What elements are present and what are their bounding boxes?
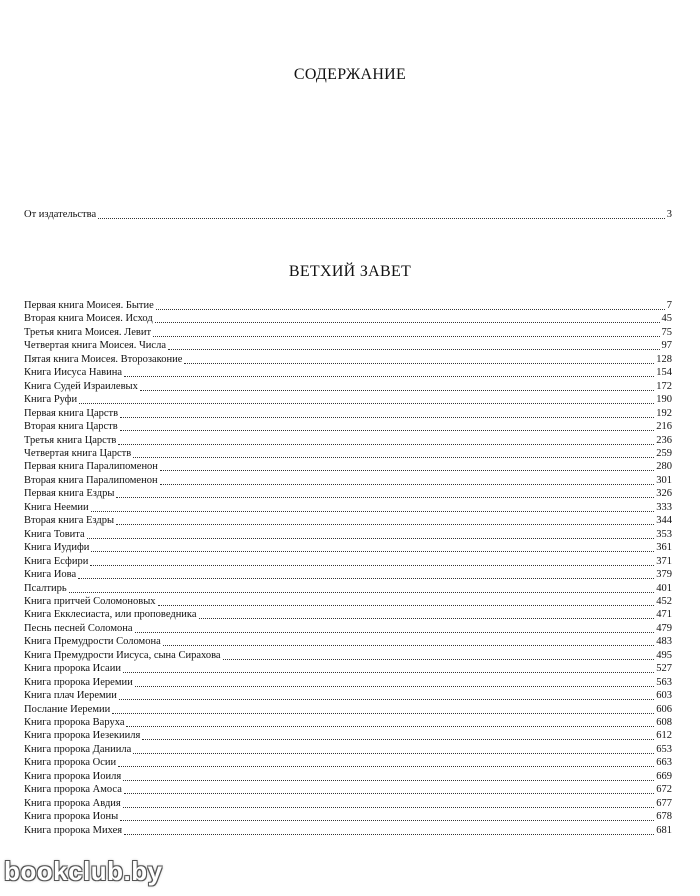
dot-leader <box>118 766 654 767</box>
dot-leader <box>140 390 654 391</box>
toc-entry-page: 259 <box>656 447 672 459</box>
toc-entry[interactable] <box>24 690 672 702</box>
toc-entry-page: 606 <box>656 703 672 715</box>
toc-entry-title: Первая книга Царств <box>24 407 119 419</box>
toc-entry[interactable] <box>24 771 672 783</box>
toc-entry-page: 663 <box>656 757 672 769</box>
toc-entry-title: Книга Премудрости Иисуса, сына Сирахова <box>24 649 221 661</box>
toc-entry[interactable] <box>24 515 672 527</box>
toc-entry[interactable] <box>24 609 672 621</box>
toc-entry[interactable] <box>24 596 672 608</box>
toc-entry-page: 672 <box>656 784 672 796</box>
toc-entry-page: 97 <box>661 340 672 352</box>
section-title: ВЕТХИЙ ЗАВЕТ <box>288 263 412 280</box>
toc-entry-page: 192 <box>656 407 672 419</box>
toc-entry[interactable] <box>24 717 672 729</box>
dot-leader <box>168 349 660 350</box>
toc-entry-page: 333 <box>656 501 672 513</box>
dot-leader <box>120 430 655 431</box>
toc-entry[interactable] <box>24 381 672 393</box>
dot-leader <box>87 538 655 539</box>
toc-entry[interactable] <box>24 623 672 635</box>
toc-entry-title: Книга пророка Ионы <box>24 811 119 823</box>
toc-entry[interactable] <box>24 583 672 595</box>
toc-entry[interactable] <box>24 367 672 379</box>
dot-leader <box>118 444 654 445</box>
toc-entry[interactable] <box>24 757 672 769</box>
toc-entry-page: 236 <box>656 434 672 446</box>
toc-entry[interactable] <box>24 327 672 339</box>
toc-entry-page: 361 <box>656 542 672 554</box>
toc-entry-page: 190 <box>656 394 672 406</box>
dot-leader <box>155 322 660 323</box>
dot-leader <box>142 739 654 740</box>
toc-entry-page: 603 <box>656 690 672 701</box>
toc-entry-title: Вторая книга Царств <box>24 421 118 433</box>
toc-entry[interactable] <box>24 798 672 810</box>
dot-leader <box>126 726 654 727</box>
toc-entry-title: Первая книга Ездры <box>24 488 115 500</box>
dot-leader <box>135 632 655 633</box>
toc-entry-page: 128 <box>656 353 672 365</box>
toc-entry[interactable] <box>24 475 672 487</box>
toc-entry-page: 172 <box>656 380 672 392</box>
dot-leader <box>123 672 654 673</box>
toc-entry-page: 678 <box>656 811 672 823</box>
toc-entry[interactable] <box>24 313 672 325</box>
toc-entry-page: 379 <box>656 569 672 580</box>
toc-entry-title: Послание Иеремии <box>24 703 111 715</box>
dot-leader <box>163 645 655 646</box>
toc-entry[interactable] <box>24 677 672 689</box>
dot-leader <box>119 699 654 700</box>
toc-entry-page: 681 <box>656 824 672 836</box>
toc-entry-title: Книга плач Иеремии <box>24 690 117 701</box>
toc-entry[interactable] <box>24 704 672 716</box>
toc-entry-page: 527 <box>656 663 672 675</box>
toc-entry[interactable] <box>24 502 672 514</box>
dot-leader <box>160 484 655 485</box>
toc-entry-page: 452 <box>656 595 672 607</box>
toc-entry[interactable] <box>24 784 672 796</box>
page-title: СОДЕРЖАНИЕ <box>293 66 407 83</box>
dot-leader <box>158 605 655 606</box>
toc-entry-page: 353 <box>656 528 672 540</box>
toc-entry[interactable] <box>24 825 672 837</box>
toc-entry-title: Книга пророка Иеремии <box>24 676 133 688</box>
toc-entry[interactable] <box>24 569 672 581</box>
toc-entry-title: Книга пророка Исаии <box>24 663 121 675</box>
toc-entry-title: Вторая книга Моисея. Исход <box>24 313 153 325</box>
toc-entry[interactable] <box>24 394 672 406</box>
toc-entry-title: Книга пророка Даниила <box>24 743 132 755</box>
toc-entry-title: Песнь песней Соломона <box>24 622 133 634</box>
toc-entry-title: Книга Судей Израилевых <box>24 380 138 392</box>
toc-entry-page: 326 <box>656 488 672 500</box>
toc-entry-page: 154 <box>656 367 672 379</box>
toc-entry-page: 479 <box>656 622 672 634</box>
toc-entry-title: Пятая книга Моисея. Второзаконие <box>24 353 183 365</box>
toc-entry-page: 495 <box>656 649 672 661</box>
toc-entry[interactable] <box>24 529 672 541</box>
toc-entry[interactable] <box>24 448 672 460</box>
toc-entry-title: Книга пророка Авдия <box>24 797 121 809</box>
toc-entry[interactable] <box>24 556 672 568</box>
dot-leader <box>124 793 654 794</box>
dot-leader <box>69 592 655 593</box>
toc-entry-title: Книга Руфи <box>24 394 78 406</box>
toc-entry[interactable] <box>24 421 672 433</box>
toc-entry[interactable] <box>24 340 672 352</box>
toc-entry-title: Четвертая книга Моисея. Числа <box>24 340 166 352</box>
toc-entry[interactable] <box>24 730 672 742</box>
dot-leader <box>116 497 654 498</box>
dot-leader <box>79 403 654 404</box>
toc-entry-title: Книга Неемии <box>24 501 89 513</box>
toc-entry-title: Вторая книга Паралипоменон <box>24 474 158 486</box>
toc-entry-title: Книга пророка Варуха <box>24 717 125 728</box>
toc-entry-page: 3 <box>666 209 672 220</box>
toc-entry-title: Книга Иова <box>24 569 77 580</box>
toc-entry-page: 608 <box>656 717 672 728</box>
toc-entry[interactable] <box>24 650 672 662</box>
toc-entry-title: Третья книга Царств <box>24 434 117 446</box>
toc-entry-page: 280 <box>656 461 672 473</box>
toc-entry[interactable] <box>24 811 672 823</box>
toc-entry-page: 45 <box>661 313 672 325</box>
toc-entry-page: 301 <box>656 474 672 486</box>
dot-leader <box>91 551 654 552</box>
toc-entry-title: От издательства <box>24 209 97 220</box>
dot-leader <box>199 618 655 619</box>
toc-entry-title: Книга притчей Соломоновых <box>24 595 156 607</box>
watermark: bookclub.by <box>4 856 163 886</box>
dot-leader <box>156 309 665 310</box>
toc-entry-title: Первая книга Моисея. Бытие <box>24 300 154 311</box>
toc-entry-title: Книга Екклесиаста, или проповедника <box>24 609 197 621</box>
toc-entry-title: Книга пророка Иезекииля <box>24 730 141 742</box>
dot-leader <box>90 565 654 566</box>
dot-leader <box>133 753 654 754</box>
toc-entry-title: Книга пророка Амоса <box>24 784 122 796</box>
dot-leader <box>123 780 654 781</box>
dot-leader <box>120 417 654 418</box>
toc-entry-page: 216 <box>656 421 672 433</box>
toc-entry[interactable] <box>24 300 672 312</box>
toc-entry-title: Книга Товита <box>24 528 85 540</box>
toc-entry-title: Четвертая книга Царств <box>24 447 132 459</box>
toc-entry-title: Книга пророка Иоиля <box>24 770 122 782</box>
toc-entry-title: Вторая книга Ездры <box>24 515 115 527</box>
toc-entry-page: 401 <box>656 582 672 594</box>
dot-leader <box>133 457 654 458</box>
dot-leader <box>135 686 655 687</box>
dot-leader <box>124 834 654 835</box>
toc-entry-page: 612 <box>656 730 672 742</box>
toc-entry[interactable] <box>24 744 672 756</box>
toc-entry-page: 7 <box>666 300 672 311</box>
toc-entry-page: 371 <box>656 555 672 567</box>
dot-leader <box>116 524 654 525</box>
dot-leader <box>184 363 654 364</box>
dot-leader <box>124 376 654 377</box>
toc-entry-title: Книга пророка Осии <box>24 757 117 769</box>
dot-leader <box>153 336 659 337</box>
toc-entry[interactable] <box>24 408 672 420</box>
toc-entry-page: 75 <box>661 326 672 338</box>
toc-entry[interactable] <box>24 542 672 554</box>
dot-leader <box>123 807 654 808</box>
toc-entry[interactable] <box>24 435 672 447</box>
toc-entry[interactable] <box>24 354 672 366</box>
dot-leader <box>91 511 655 512</box>
toc-entry-title: Книга пророка Михея <box>24 824 123 836</box>
toc-entry-title: Книга Иудифи <box>24 542 90 554</box>
dot-leader <box>78 578 654 579</box>
toc-entry-title: Книга Премудрости Соломона <box>24 636 161 648</box>
toc-entry-title: Первая книга Паралипоменон <box>24 461 158 473</box>
toc-entry-title: Псалтирь <box>24 582 67 594</box>
toc-entry-title: Третья книга Моисея. Левит <box>24 326 152 338</box>
toc-entry-title: Книга Иисуса Навина <box>24 367 122 379</box>
dot-leader <box>223 659 655 660</box>
toc-entry-title: Книга Есфири <box>24 555 89 567</box>
toc-entry[interactable] <box>24 663 672 675</box>
dot-leader <box>120 820 654 821</box>
toc-entry[interactable] <box>24 488 672 500</box>
toc-entry-page: 669 <box>656 770 672 782</box>
toc-entry[interactable] <box>24 636 672 648</box>
toc-entry[interactable] <box>24 461 672 473</box>
dot-leader <box>160 470 654 471</box>
toc-entry-page: 653 <box>656 743 672 755</box>
toc-entry-page: 563 <box>656 676 672 688</box>
toc-entry-page: 677 <box>656 797 672 809</box>
toc-entry-page: 344 <box>656 515 672 527</box>
toc-entry-page: 483 <box>656 636 672 648</box>
toc-entry-page: 471 <box>656 609 672 621</box>
dot-leader <box>112 713 654 714</box>
